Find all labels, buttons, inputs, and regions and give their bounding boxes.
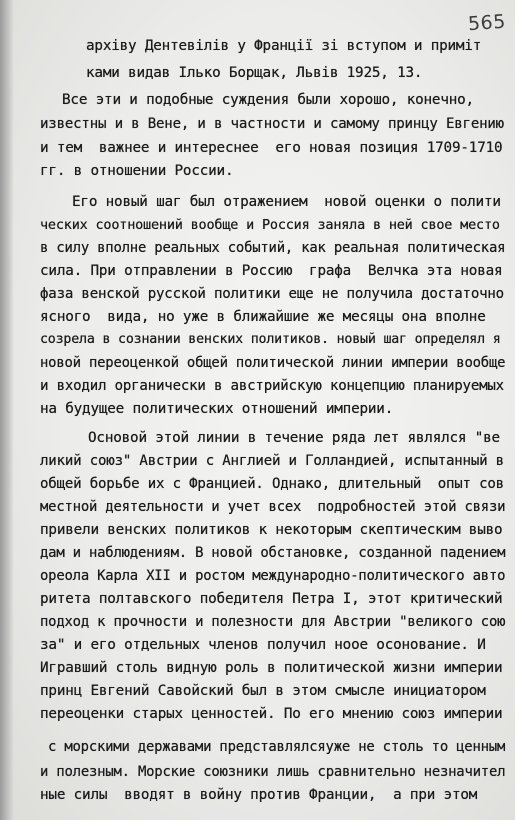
text-line: с морскими державами представлялсяуже не столь то ценным xyxy=(48,739,506,755)
text-line: ликий союз" Австрии с Англией и Голландией, испытанный в xyxy=(40,453,504,469)
text-line: сила. При отправлении в Россию графа Велчка эта новая xyxy=(40,263,503,279)
text-line: известны и в Вене, и в частности и самому принцу Евгению xyxy=(40,116,504,132)
text-line: новой переоценкой общей политической линии империи вообще xyxy=(40,355,506,371)
text-line: за" и его отдельных членов получил ноое осонование. И xyxy=(40,637,486,653)
text-line: подход к прочности и полезности для Австрии "великого сою xyxy=(40,614,506,630)
text-line: ясного вида, но уже в ближайшие же месяцы она вполне xyxy=(40,309,486,325)
text-line: и тем важнее и интереснее его новая позиция 1709-1710 xyxy=(40,140,503,156)
text-line: переоценки старых ценностей. По его мнению союз империи xyxy=(40,706,503,722)
text-line: привели венских политиков к некоторым скептическим выво xyxy=(40,522,503,538)
text-line: Основой этой линии в течение ряда лет являлся "ве xyxy=(88,430,500,446)
text-line: ореола Карла XII и ростом международно-политического авто xyxy=(40,568,506,584)
page-number: 565 xyxy=(467,10,507,36)
text-line: созрела в сознании венских политиков. новый шаг определял я xyxy=(40,332,501,347)
text-line: Все эти и подобные суждения были хорошо, конечно, xyxy=(62,92,474,108)
text-line: ческих соотношений вообще и Россия заняла в ней свое место xyxy=(40,217,500,233)
text-line: Его новый шаг был отражением новой оценки о полити xyxy=(72,194,501,210)
text-line: дам и наблюдениям. В новой обстановке, созданной падением xyxy=(40,545,506,561)
text-line: ные силы вводят в войну против Франции, а при этом xyxy=(40,787,478,803)
text-line: принц Евгений Савойский был в этом смысле инициатором xyxy=(40,683,486,699)
text-line: фаза венской русской политики еще не получила достаточно xyxy=(40,286,504,302)
text-line: общей борьбе их с Францией. Однако, длительный опыт сов xyxy=(40,476,504,492)
text-line: ками видав Ілько Борщак, Львів 1925, 13. xyxy=(86,65,423,81)
text-line: местной деятельности и учет всех подробностей этой связи xyxy=(40,499,506,515)
text-line: Игравший столь видную роль в политической жизни империи xyxy=(40,660,503,676)
text-line: на будущее политических отношений империи. xyxy=(40,401,394,417)
text-line: гг. в отношении России. xyxy=(40,163,234,179)
text-line: и входил органически в австрийскую концепцию планируемых xyxy=(40,378,504,394)
text-line: в силу вполне реальных событий, как реальная политическая xyxy=(40,240,506,256)
text-line: архіву Дентевілів у Франції зі вступом и приміт xyxy=(86,38,482,54)
text-line: и полезным. Морские союзники лишь сравнительно незначител xyxy=(40,764,506,780)
text-line: ритета полтавского победителя Петра I, этот критический xyxy=(40,591,503,607)
